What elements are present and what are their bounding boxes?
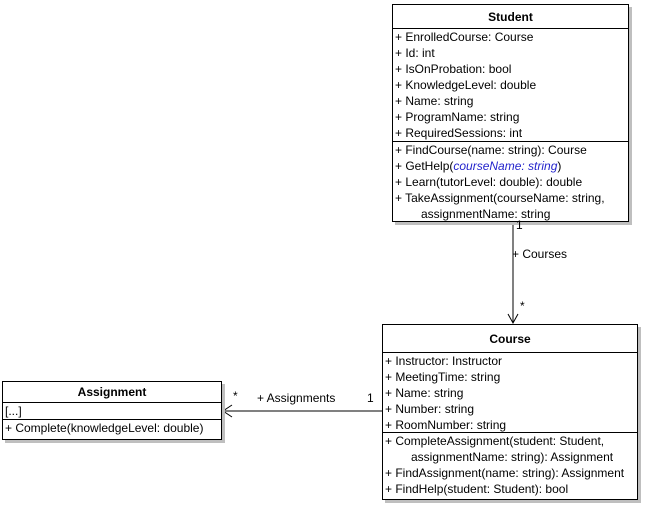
attribute-row: + KnowledgeLevel: double (395, 78, 537, 92)
student-methods-compartment (393, 141, 628, 221)
class-title-student: Student (488, 9, 533, 24)
course-attributes-compartment (383, 352, 637, 432)
attribute-row: + EnrolledCourse: Course (395, 30, 534, 44)
method-row: + FindCourse(name: string): Course (395, 143, 587, 157)
method-row-continuation: assignmentName: string (421, 207, 551, 221)
assignment-attributes-compartment (3, 402, 221, 419)
multiplicity-label-assignment-end: * (233, 389, 238, 403)
multiplicity-label-course-source-end: 1 (367, 391, 374, 405)
method-row (395, 158, 626, 174)
attribute-row: + RequiredSessions: int (395, 126, 523, 140)
method-row-continuation: assignmentName: string): Assignment (411, 450, 614, 464)
method-row: + FindHelp(student: Student): bool (385, 482, 569, 496)
attribute-row-collapsed: [...] (5, 404, 22, 418)
attribute-row: + Instructor: Instructor (385, 354, 503, 368)
method-row: + Complete(knowledgeLevel: double) (5, 421, 204, 435)
method-row: + CompleteAssignment(student: Student, (385, 434, 605, 448)
attribute-row: + Number: string (385, 402, 475, 416)
multiplicity-label-student-end: 1 (516, 218, 523, 232)
method-row: + Learn(tutorLevel: double): double (395, 175, 583, 189)
attribute-row: + IsOnProbation: bool (395, 62, 512, 76)
class-box-assignment[interactable] (2, 381, 222, 440)
class-title-assignment: Assignment (77, 385, 147, 399)
assignment-methods-compartment (3, 419, 221, 439)
class-box-student[interactable] (392, 4, 629, 222)
attribute-row: + ProgramName: string (395, 110, 520, 124)
attribute-row: + Name: string (395, 94, 474, 108)
class-title-course: Course (489, 331, 531, 346)
class-box-course[interactable] (382, 324, 638, 500)
student-attributes-compartment (393, 28, 628, 141)
method-row: + FindAssignment(name: string): Assignment (385, 466, 625, 480)
method-italic-parameter: courseName: string (453, 159, 558, 173)
method-text: ) (557, 159, 562, 173)
method-text: + GetHelp( (395, 159, 454, 173)
association-role-label-courses: + Courses (512, 247, 568, 261)
attribute-row: + MeetingTime: string (385, 370, 501, 384)
multiplicity-label-course-end: * (520, 299, 525, 313)
attribute-row: + Name: string (385, 386, 464, 400)
attribute-row: + Id: int (395, 46, 435, 60)
association-role-label-assignments: + Assignments (257, 391, 336, 405)
method-row: + TakeAssignment(courseName: string, (395, 191, 605, 205)
course-methods-compartment (383, 432, 637, 499)
attribute-row: + RoomNumber: string (385, 418, 507, 432)
